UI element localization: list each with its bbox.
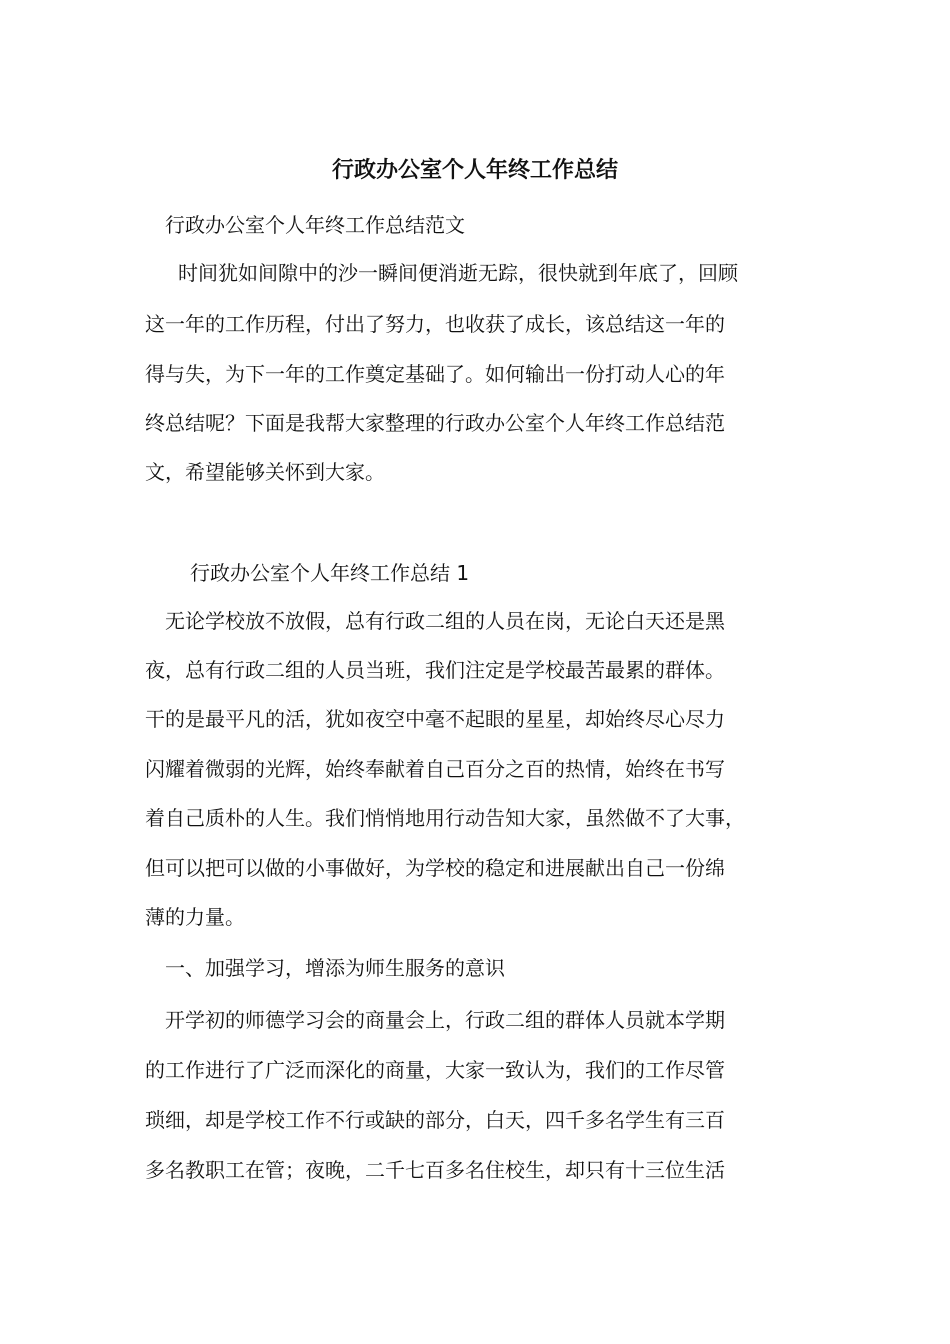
- section-line-3: 干的是最平凡的活，犹如夜空中毫不起眼的星星，却始终尽心尽力: [145, 707, 725, 731]
- part1-line-1: 开学初的师德学习会的商量会上，行政二组的群体人员就本学期: [165, 1008, 725, 1032]
- section-line-7: 薄的力量。: [145, 905, 245, 929]
- section-line-4: 闪耀着微弱的光辉，始终奉献着自己百分之百的热情，始终在书写: [145, 757, 725, 781]
- document-subtitle: 行政办公室个人年终工作总结范文: [165, 213, 465, 237]
- intro-line-5: 文，希望能够关怀到大家。: [145, 460, 385, 484]
- document-title: 行政办公室个人年终工作总结: [331, 157, 618, 183]
- part1-line-3: 琐细，却是学校工作不行或缺的部分，白天，四千多名学生有三百: [145, 1108, 725, 1132]
- part1-line-4: 多名教职工在管；夜晚，二千七百多名住校生，却只有十三位生活: [145, 1158, 725, 1182]
- section-heading: 行政办公室个人年终工作总结 1: [190, 561, 470, 585]
- intro-line-2: 这一年的工作历程，付出了努力，也收获了成长，该总结这一年的: [145, 312, 725, 336]
- intro-line-1: 时间犹如间隙中的沙一瞬间便消逝无踪，很快就到年底了，回顾: [178, 261, 738, 285]
- part1-line-2: 的工作进行了广泛而深化的商量，大家一致认为，我们的工作尽管: [145, 1058, 725, 1082]
- section-line-5: 着自己质朴的人生。我们悄悄地用行动告知大家，虽然做不了大事，: [145, 806, 745, 830]
- section-line-2: 夜，总有行政二组的人员当班，我们注定是学校最苦最累的群体。: [145, 658, 725, 682]
- intro-line-4: 终总结呢？下面是我帮大家整理的行政办公室个人年终工作总结范: [145, 411, 725, 435]
- intro-line-3: 得与失，为下一年的工作奠定基础了。如何输出一份打动人心的年: [145, 362, 725, 386]
- section-line-6: 但可以把可以做的小事做好，为学校的稳定和进展献出自己一份绵: [145, 856, 725, 880]
- subheading-1: 一、加强学习，增添为师生服务的意识: [165, 956, 505, 980]
- section-line-1: 无论学校放不放假，总有行政二组的人员在岗，无论白天还是黑: [165, 609, 725, 633]
